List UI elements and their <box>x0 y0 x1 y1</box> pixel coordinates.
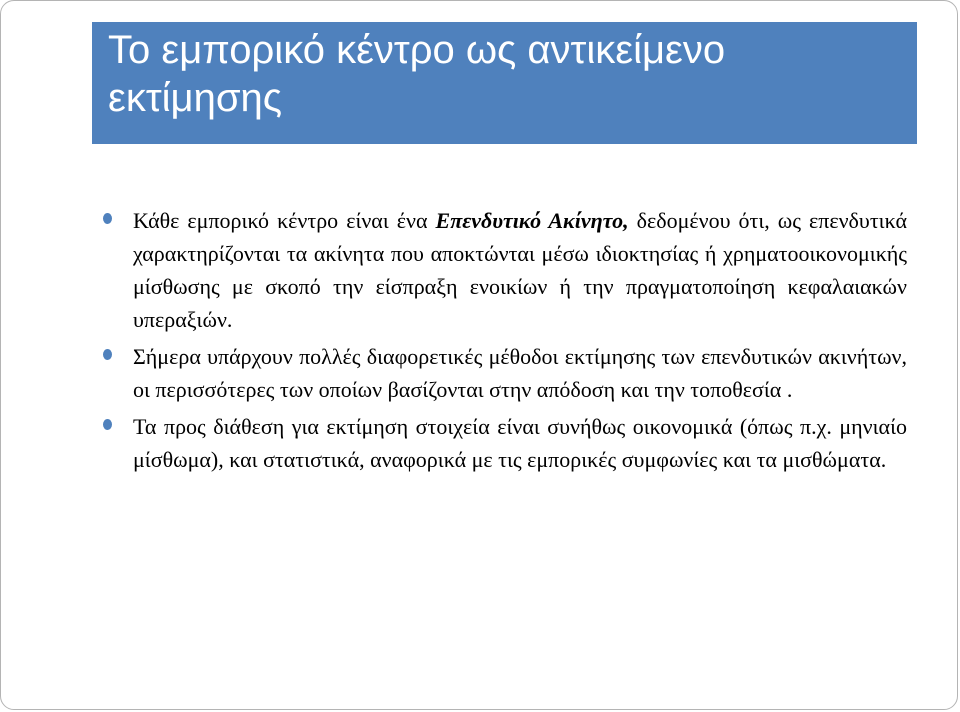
bullet-dot-icon <box>103 419 112 430</box>
bullet-text-before: Κάθε εμπορικό κέντρο είναι ένα <box>133 208 436 233</box>
bullet-item <box>103 410 907 476</box>
bullet-text: Τα προς διάθεση για εκτίμηση στοιχεία είναι συνήθως οικονομικά (όπως π.χ. μηνιαίο μίσθωμα), και στατιστικά, αναφορικά με τις εμπορικές συμφωνίες και τα μισθώματα. <box>133 414 907 472</box>
slide-title: Το εμπορικό κέντρο ως αντικείμενο εκτίμησης <box>108 28 726 120</box>
bullet-item <box>103 340 907 406</box>
title-bar <box>92 22 917 144</box>
bullet-text: Σήμερα υπάρχουν πολλές διαφορετικές μέθοδοι εκτίμησης των επενδυτικών ακινήτων, οι περισσότερες των οποίων βασίζονται στην απόδοση και την τοποθεσία . <box>133 344 907 402</box>
bullet-dot-icon <box>103 213 112 224</box>
bullet-list <box>103 204 907 480</box>
bullet-text-after: δεδομένου ότι, ως επενδυτικά χαρακτηρίζονται τα ακίνητα που αποκτώνται μέσω ιδιοκτησίας ή χρηματοοικονομικής μίσθωσης με σκοπό την είσπραξη ενοικίων ή την πραγματοποίηση κεφαλαιακών υπεραξιών. <box>133 208 907 332</box>
bullet-dot-icon <box>103 349 112 360</box>
bullet-text <box>133 204 907 336</box>
bullet-text-emphasis: Επενδυτικό Ακίνητο, <box>435 208 629 233</box>
bullet-item <box>103 204 907 336</box>
